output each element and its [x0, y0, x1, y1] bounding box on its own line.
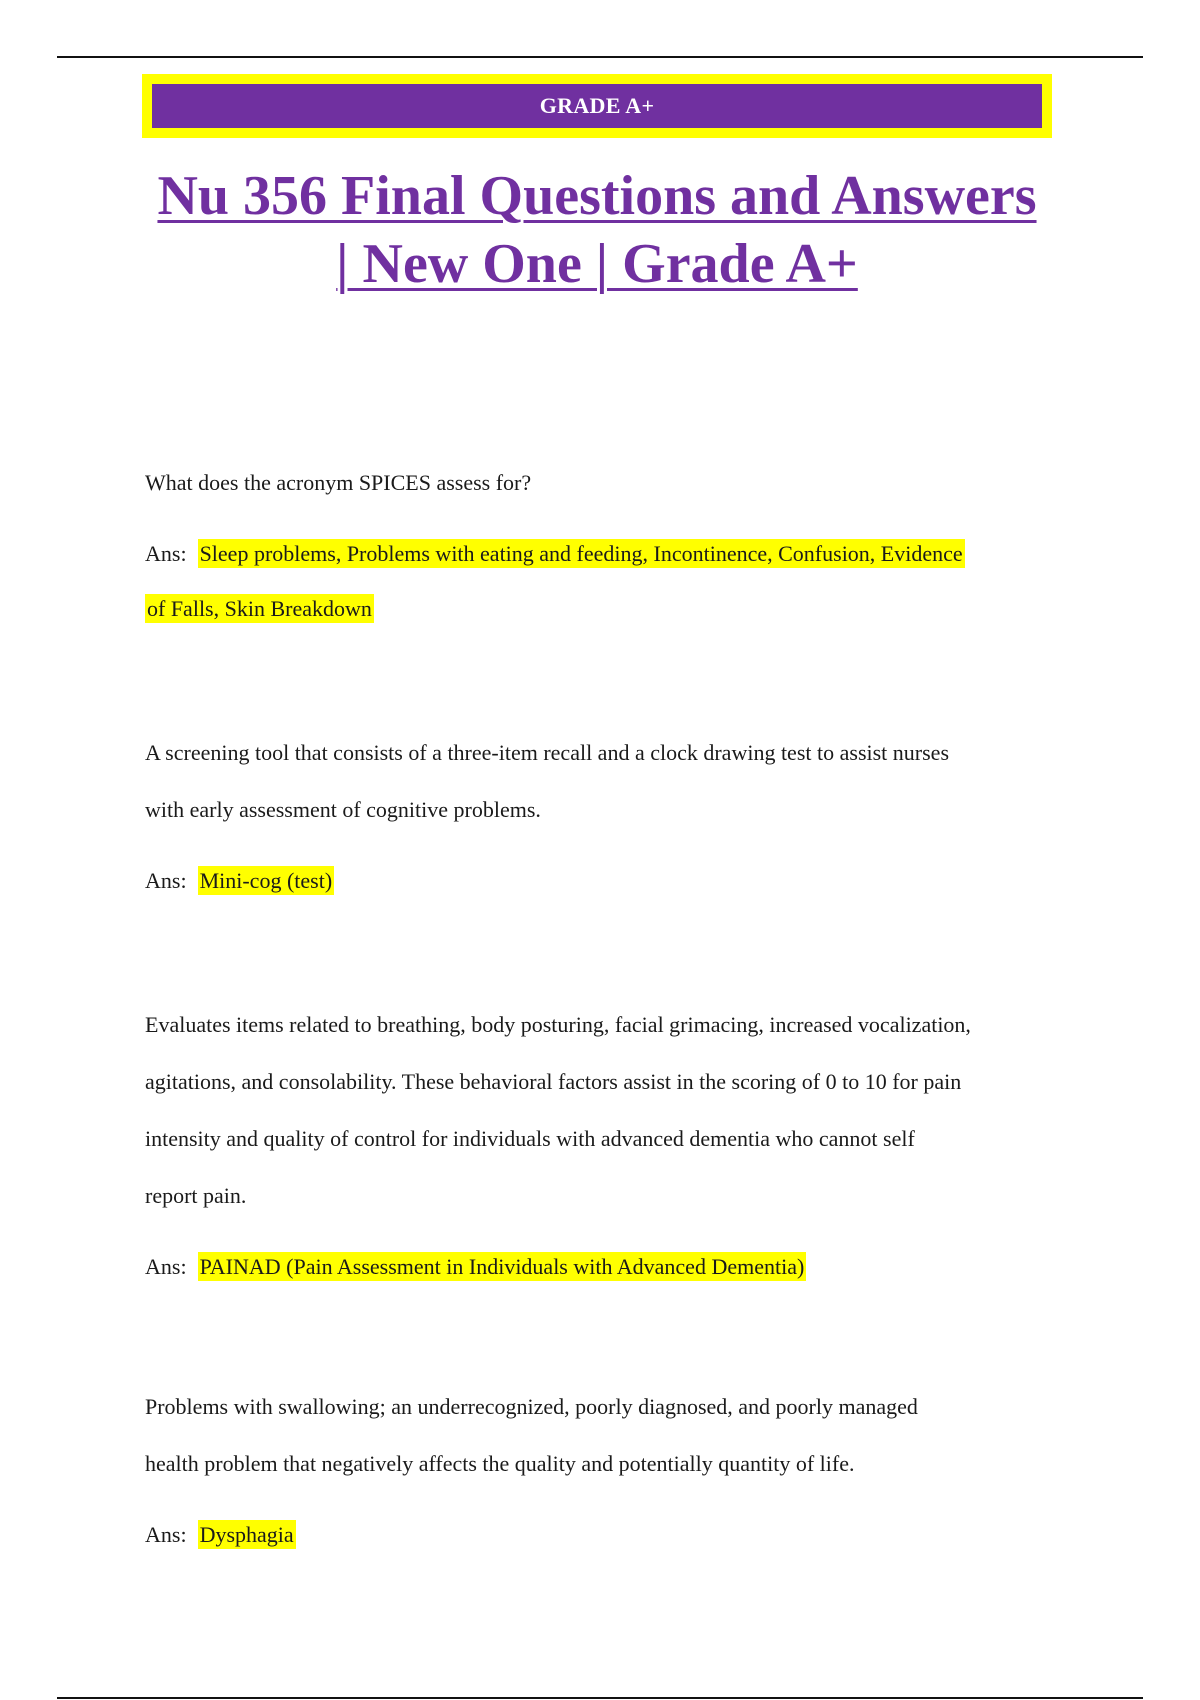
answer-highlight: Mini-cog (test): [199, 868, 333, 893]
answer-line: [145, 1506, 1065, 1563]
answer-highlight: Sleep problems, Problems with eating and feeding, Incontinence, Confusion, Evidence: [199, 541, 963, 566]
document-title: [142, 162, 1052, 298]
qa-item-4: [145, 1378, 1065, 1563]
question-text: Problems with swallowing; an underrecognized, poorly diagnosed, and poorly managed: [145, 1394, 918, 1419]
qa-item-3: [145, 996, 1065, 1295]
ans-prefix: Ans:: [145, 868, 187, 893]
bottom-rule: [57, 1697, 1143, 1699]
question-text: health problem that negatively affects the quality and potentially quantity of life.: [145, 1451, 855, 1476]
answer-continuation: [145, 580, 1065, 637]
answer-highlight: Dysphagia: [199, 1522, 294, 1547]
qa-item-1: [145, 454, 1065, 637]
answer-line: [145, 852, 1065, 909]
question-text: with early assessment of cognitive problems.: [145, 797, 541, 822]
question-text: agitations, and consolability. These behavioral factors assist in the scoring of 0 to 10 for pain: [145, 1069, 962, 1094]
ans-prefix: Ans:: [145, 1254, 187, 1279]
answer-highlight: of Falls, Skin Breakdown: [147, 596, 372, 621]
question-text: report pain.: [145, 1183, 247, 1208]
grade-banner-label: GRADE A+: [152, 84, 1042, 128]
title-line-2: | New One | Grade A+: [336, 233, 858, 295]
answer-line: [145, 1238, 1065, 1295]
ans-prefix: Ans:: [145, 1522, 187, 1547]
answer-highlight: PAINAD (Pain Assessment in Individuals with Advanced Dementia): [199, 1254, 805, 1279]
qa-item-2: [145, 724, 1065, 909]
answer-line: [145, 525, 1065, 582]
question-text: What does the acronym SPICES assess for?: [145, 470, 532, 495]
question-text: A screening tool that consists of a three-item recall and a clock drawing test to assist nurses: [145, 740, 949, 765]
top-rule: [57, 56, 1143, 58]
question-text: Evaluates items related to breathing, body posturing, facial grimacing, increased vocalization,: [145, 1012, 971, 1037]
grade-banner: [142, 74, 1052, 138]
ans-prefix: Ans:: [145, 541, 187, 566]
question-text: intensity and quality of control for individuals with advanced dementia who cannot self: [145, 1126, 915, 1151]
title-line-1: Nu 356 Final Questions and Answers: [157, 165, 1037, 227]
